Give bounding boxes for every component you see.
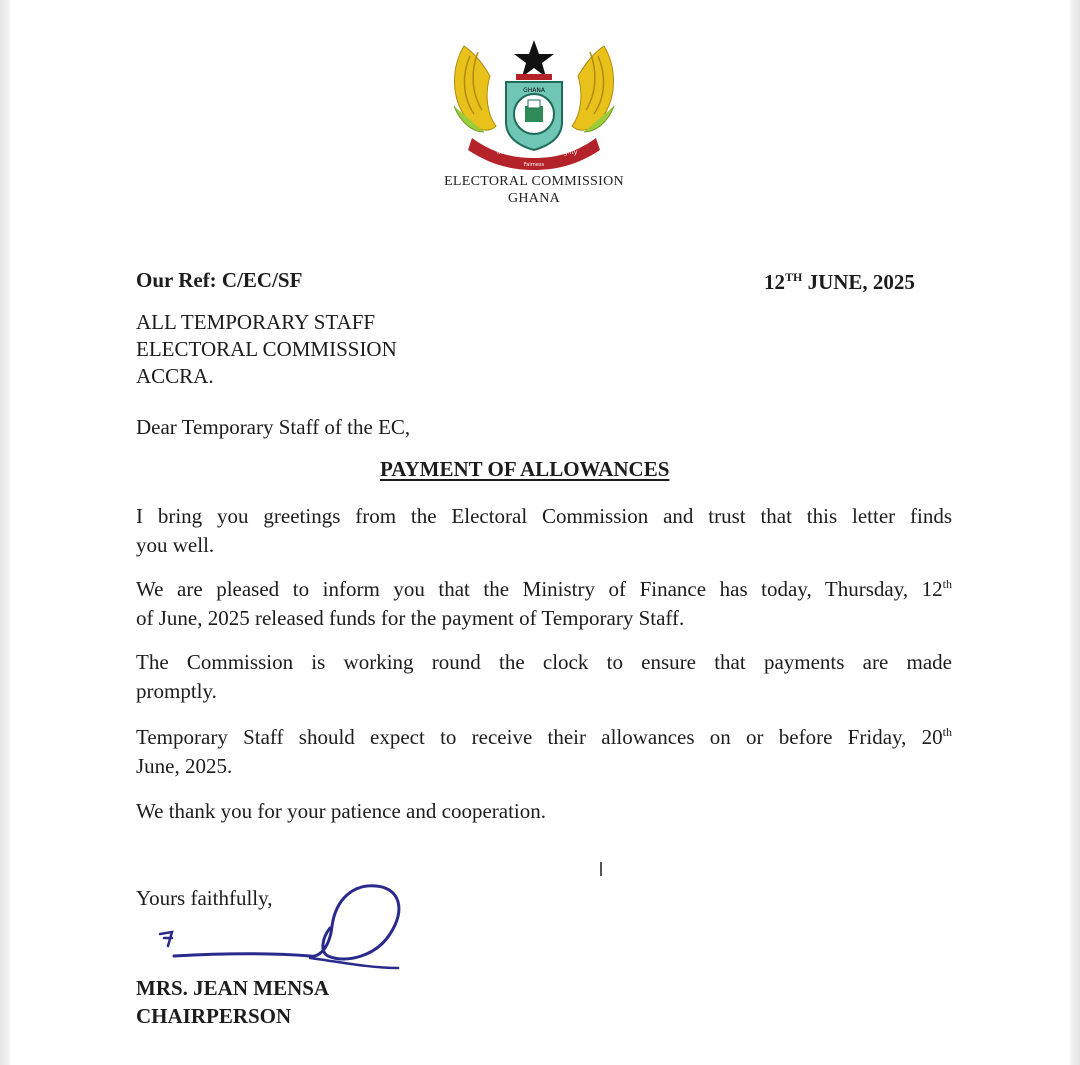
paragraph-line: June, 2025. [136, 754, 233, 778]
handwritten-signature [150, 876, 420, 976]
paragraph-funds-release [136, 575, 952, 633]
paragraph-line: Temporary Staff should expect to receive their allowances on or before Friday, 20th [136, 725, 952, 749]
signatory-title: CHAIRPERSON [136, 1004, 292, 1028]
paragraph-line: promptly. [136, 679, 217, 703]
paragraph-line: The Commission is working round the clock to ensure that payments are made [136, 650, 952, 674]
paragraph-line: We are pleased to inform you that the Ministry of Finance has today, Thursday, 12th [136, 577, 952, 601]
subject-heading: PAYMENT OF ALLOWANCES [380, 457, 670, 481]
motto-left: Transparency [496, 149, 537, 156]
paragraph-payment-date [136, 723, 952, 781]
paragraph-greeting [136, 502, 952, 560]
closing: Yours faithfully, [136, 886, 273, 910]
paragraph-commission-working [136, 648, 952, 706]
address-line: ACCRA. [136, 364, 214, 388]
org-name-line2: GHANA [507, 191, 561, 206]
paragraph-line: you well. [136, 533, 215, 557]
paragraph-line: I bring you greetings from the Electoral Commission and trust that this letter finds [136, 504, 952, 528]
reference-number: Our Ref: C/EC/SF [136, 268, 303, 292]
page-edge-right [1070, 0, 1080, 1065]
address-line: ALL TEMPORARY STAFF [136, 310, 376, 334]
motto-right: Integrity [552, 149, 578, 156]
crest-text-top: GHANA [523, 87, 545, 94]
paragraph-thanks: We thank you for your patience and cooperation. [136, 799, 546, 823]
salutation: Dear Temporary Staff of the EC, [136, 415, 411, 439]
motto-center: Fairness [523, 162, 545, 168]
signatory-name: MRS. JEAN MENSA [136, 976, 330, 1000]
page-edge-left [0, 0, 10, 1065]
paragraph-line: of June, 2025 released funds for the payment of Temporary Staff. [136, 606, 685, 630]
org-name-line1: ELECTORAL COMMISSION [444, 174, 624, 189]
address-line: ELECTORAL COMMISSION [136, 337, 397, 361]
scan-mark [600, 862, 602, 876]
electoral-commission-crest-icon [444, 26, 624, 176]
letter-date: 12TH JUNE, 2025 [764, 270, 915, 294]
